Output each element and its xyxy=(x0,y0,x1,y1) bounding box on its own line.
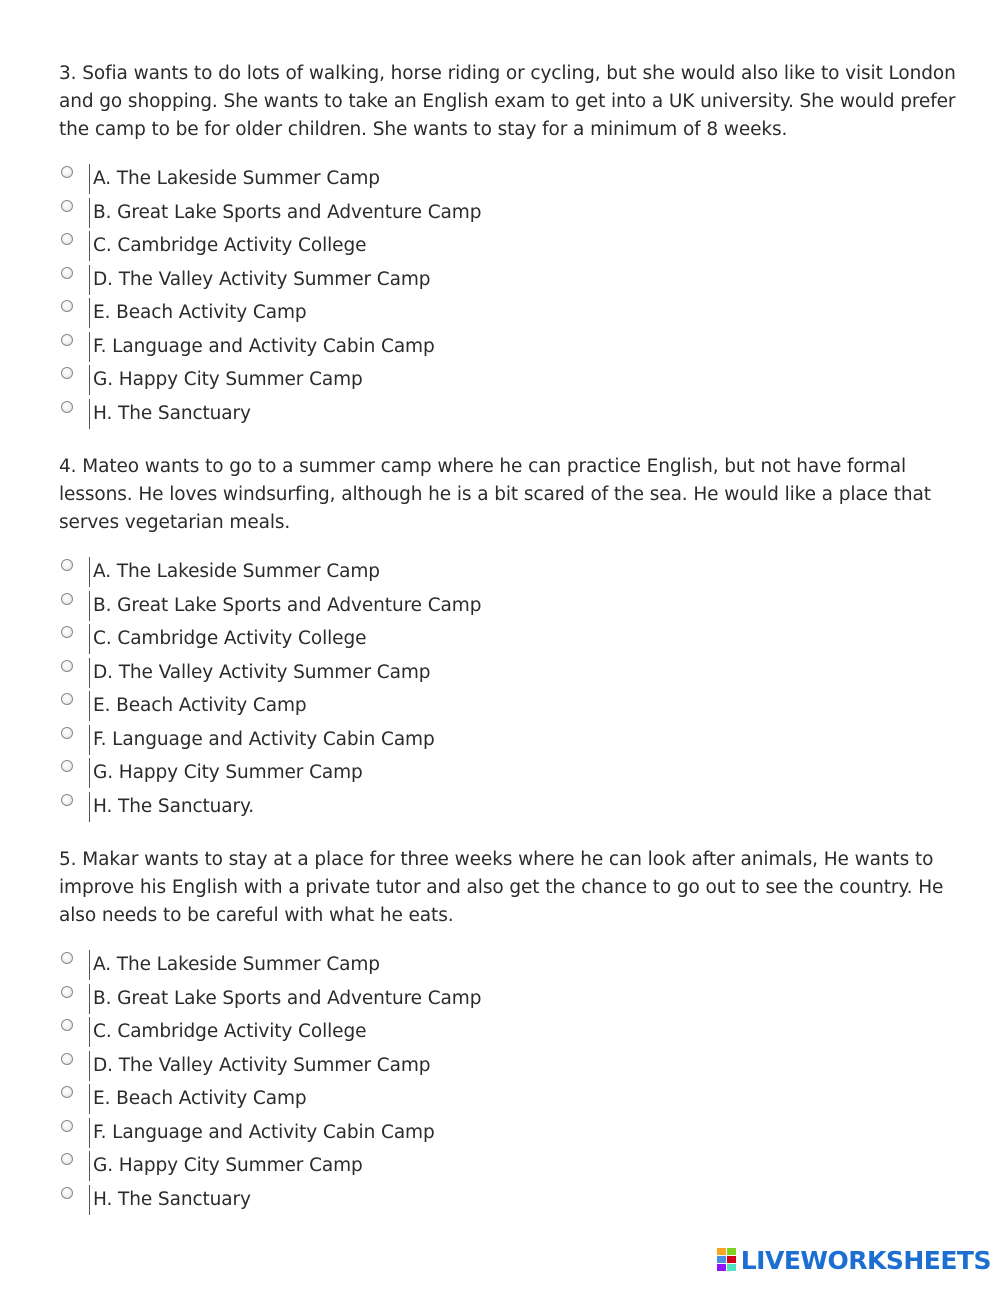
option-label[interactable]: G. Happy City Summer Camp xyxy=(89,758,363,788)
option-label[interactable]: H. The Sanctuary xyxy=(89,1185,251,1215)
question-5-option-h[interactable] xyxy=(59,1185,959,1219)
question-5-option-c[interactable] xyxy=(59,1017,959,1051)
radio-button[interactable] xyxy=(61,727,73,739)
option-label[interactable]: B. Great Lake Sports and Adventure Camp xyxy=(89,198,481,228)
question-4 xyxy=(59,453,959,825)
logo-mark-block xyxy=(717,1256,726,1263)
option-label[interactable]: F. Language and Activity Cabin Camp xyxy=(89,1118,435,1148)
logo-text: LIVEWORKSHEETS xyxy=(740,1245,991,1275)
logo-mark-block xyxy=(727,1256,736,1263)
question-3-option-h[interactable] xyxy=(59,399,959,433)
radio-button[interactable] xyxy=(61,794,73,806)
question-3-option-d[interactable] xyxy=(59,265,959,299)
question-3 xyxy=(59,60,959,432)
question-3-option-a[interactable] xyxy=(59,164,959,198)
option-label[interactable]: G. Happy City Summer Camp xyxy=(89,1151,363,1181)
option-label[interactable]: E. Beach Activity Camp xyxy=(89,1084,307,1114)
radio-button[interactable] xyxy=(61,401,73,413)
question-3-text: 3. Sofia wants to do lots of walking, horse riding or cycling, but she would also like to visit London and go shopping. She wants to take an English exam to get into a UK university. She would prefer the camp to be for older children. She wants to stay for a minimum of 8 weeks. xyxy=(59,63,956,140)
option-label[interactable]: F. Language and Activity Cabin Camp xyxy=(89,332,435,362)
question-4-option-d[interactable] xyxy=(59,658,959,692)
radio-button[interactable] xyxy=(61,1187,73,1199)
option-label[interactable]: A. The Lakeside Summer Camp xyxy=(89,557,380,587)
radio-button[interactable] xyxy=(61,200,73,212)
option-label[interactable]: H. The Sanctuary. xyxy=(89,792,254,822)
question-4-option-a[interactable] xyxy=(59,557,959,591)
option-label[interactable]: A. The Lakeside Summer Camp xyxy=(89,164,380,194)
option-label[interactable]: E. Beach Activity Camp xyxy=(89,691,307,721)
option-label[interactable]: B. Great Lake Sports and Adventure Camp xyxy=(89,984,481,1014)
option-label[interactable]: G. Happy City Summer Camp xyxy=(89,365,363,395)
question-3-option-f[interactable] xyxy=(59,332,959,366)
question-5-option-g[interactable] xyxy=(59,1151,959,1185)
question-3-option-g[interactable] xyxy=(59,365,959,399)
question-5-option-f[interactable] xyxy=(59,1118,959,1152)
option-label[interactable]: B. Great Lake Sports and Adventure Camp xyxy=(89,591,481,621)
option-label[interactable]: A. The Lakeside Summer Camp xyxy=(89,950,380,980)
question-4-option-f[interactable] xyxy=(59,725,959,759)
question-5-options xyxy=(59,950,959,1218)
radio-button[interactable] xyxy=(61,233,73,245)
radio-button[interactable] xyxy=(61,559,73,571)
question-4-options xyxy=(59,557,959,825)
question-3-option-b[interactable] xyxy=(59,198,959,232)
question-3-options xyxy=(59,164,959,432)
option-label[interactable]: C. Cambridge Activity College xyxy=(89,624,366,654)
logo-mark-block xyxy=(727,1264,736,1271)
question-5-option-d[interactable] xyxy=(59,1051,959,1085)
radio-button[interactable] xyxy=(61,952,73,964)
radio-button[interactable] xyxy=(61,626,73,638)
question-5-option-b[interactable] xyxy=(59,984,959,1018)
question-4-option-e[interactable] xyxy=(59,691,959,725)
radio-button[interactable] xyxy=(61,760,73,772)
question-4-option-g[interactable] xyxy=(59,758,959,792)
question-4-text: 4. Mateo wants to go to a summer camp where he can practice English, but not have formal lessons. He loves windsurfing, although he is a bit scared of the sea. He would like a place that serves vegetarian meals. xyxy=(59,456,931,533)
radio-button[interactable] xyxy=(61,367,73,379)
radio-button[interactable] xyxy=(61,1086,73,1098)
logo-mark-icon xyxy=(717,1248,737,1272)
question-5-option-a[interactable] xyxy=(59,950,959,984)
option-label[interactable]: D. The Valley Activity Summer Camp xyxy=(89,1051,430,1081)
question-3-option-e[interactable] xyxy=(59,298,959,332)
option-label[interactable]: E. Beach Activity Camp xyxy=(89,298,307,328)
question-3-option-c[interactable] xyxy=(59,231,959,265)
question-4-option-h[interactable] xyxy=(59,792,959,826)
logo-mark-block xyxy=(727,1248,736,1255)
radio-button[interactable] xyxy=(61,1153,73,1165)
logo-mark-block xyxy=(717,1248,726,1255)
question-5-text: 5. Makar wants to stay at a place for three weeks where he can look after animals, He wants to improve his English with a private tutor and also get the chance to go out to see the country. He also needs to be careful with what he eats. xyxy=(59,849,944,926)
liveworksheets-logo xyxy=(717,1245,991,1275)
radio-button[interactable] xyxy=(61,334,73,346)
question-4-option-b[interactable] xyxy=(59,591,959,625)
option-label[interactable]: C. Cambridge Activity College xyxy=(89,231,366,261)
option-label[interactable]: D. The Valley Activity Summer Camp xyxy=(89,265,430,295)
logo-mark-block xyxy=(717,1264,726,1271)
radio-button[interactable] xyxy=(61,1019,73,1031)
radio-button[interactable] xyxy=(61,1120,73,1132)
question-4-option-c[interactable] xyxy=(59,624,959,658)
radio-button[interactable] xyxy=(61,1053,73,1065)
option-label[interactable]: F. Language and Activity Cabin Camp xyxy=(89,725,435,755)
radio-button[interactable] xyxy=(61,986,73,998)
question-5-option-e[interactable] xyxy=(59,1084,959,1118)
option-label[interactable]: C. Cambridge Activity College xyxy=(89,1017,366,1047)
radio-button[interactable] xyxy=(61,300,73,312)
option-label[interactable]: H. The Sanctuary xyxy=(89,399,251,429)
question-5 xyxy=(59,846,959,1218)
option-label[interactable]: D. The Valley Activity Summer Camp xyxy=(89,658,430,688)
radio-button[interactable] xyxy=(61,593,73,605)
radio-button[interactable] xyxy=(61,166,73,178)
radio-button[interactable] xyxy=(61,267,73,279)
radio-button[interactable] xyxy=(61,660,73,672)
radio-button[interactable] xyxy=(61,693,73,705)
